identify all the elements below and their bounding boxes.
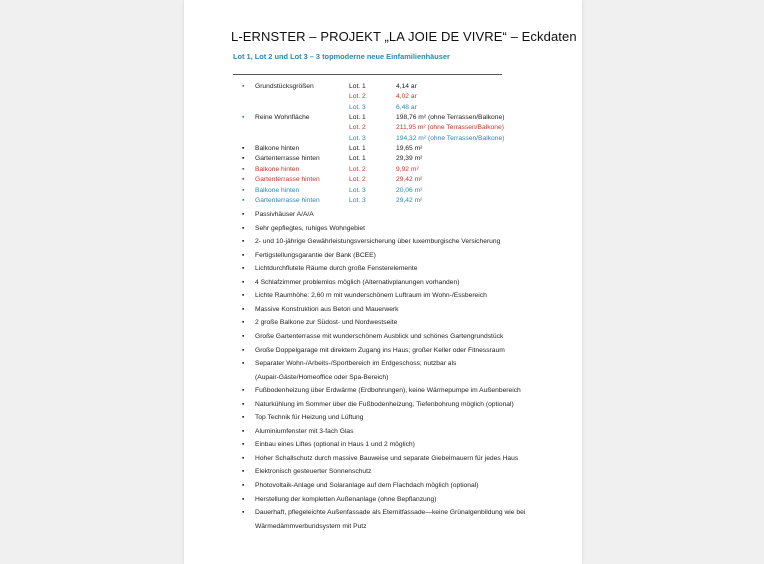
spec-label: Gartenterrasse hinten	[255, 196, 320, 204]
list-item-text: Aluminiumfenster mit 3-fach Glas	[255, 427, 354, 435]
list-item-text: (Aupair-Gäste/Homeoffice oder Spa-Bereich)	[255, 373, 389, 381]
spec-value: 4,14 ar	[396, 83, 417, 90]
list-item-text: Naturkühlung im Sommer über die Fußbodenheizung, Tiefenbohrung möglich (optional)	[255, 400, 514, 408]
bullet-icon: ▪	[242, 186, 245, 194]
list-item-text: Separater Wohn-/Arbeits-/Sportbereich im Erdgeschoss; nutzbar als	[255, 360, 457, 368]
list-item-text: Lichtdurchflutete Räume durch große Fensterelemente	[255, 265, 418, 273]
bullet-icon: ▪	[242, 224, 245, 232]
bullet-icon: ▪	[242, 196, 245, 204]
spec-value: 198,76 m² (ohne Terrassen/Balkone)	[396, 114, 505, 122]
list-item-text: Massive Konstruktion aus Beton und Mauerwerk	[255, 305, 399, 313]
bullet-icon: ▪	[242, 360, 245, 368]
spec-value: 29,42 m²	[396, 176, 423, 184]
spec-value: 20,06 m²	[396, 186, 423, 194]
spec-value: 4,02 ar	[396, 93, 417, 101]
bullet-icon: ▪	[242, 211, 245, 218]
list-item-text: Herstellung der kompletten Außenanlage (ohne Bepflanzung)	[255, 495, 437, 503]
list-item-text: Fußbodenheizung über Erdwärme (Erdbohrungen), keine Wärmepumpe im Außenbereich	[255, 387, 521, 395]
spec-lot: Lot. 1	[349, 155, 366, 163]
spec-lot: Lot. 2	[349, 93, 366, 101]
bullet-icon: ▪	[242, 414, 245, 422]
spec-value: 29,42 m²	[396, 196, 423, 204]
bullet-icon: ▪	[242, 176, 245, 184]
spec-label: Grundstücksgrößen	[255, 83, 314, 90]
spec-label: Balkone hinten	[255, 186, 300, 194]
bullet-icon: ▪	[242, 387, 245, 395]
list-item-text: Einbau eines Liftes (optional in Haus 1 und 2 möglich)	[255, 441, 415, 449]
bullet-icon: ▪	[242, 332, 245, 340]
spec-label: Gartenterrasse hinten	[255, 155, 320, 163]
bullet-icon: ▪	[242, 346, 245, 354]
list-item-text: Fertigstellungsgarantie der Bank (BCEE)	[255, 251, 376, 259]
spec-row	[184, 92, 582, 102]
spec-value: 211,95 m² (ohne Terrassen/Balkone)	[396, 124, 504, 132]
spec-value: 6,48 ar	[396, 103, 417, 111]
spec-value: 9,92 m²	[396, 165, 419, 173]
list-item-text: Photovoltaik-Anlage und Solaranlage auf dem Flachdach möglich (optional)	[255, 482, 479, 489]
spec-row	[184, 144, 582, 154]
spec-row	[184, 154, 582, 164]
list-item-text: Top Technik für Heizung und Lüftung	[255, 414, 364, 422]
list-item-text: Große Gartenterrasse mit wunderschönem Ausblick und schönes Gartengrundstück	[255, 332, 504, 340]
list-item-text: Dauerhaft, pflegeleichte Außenfassade als Eternitfassade—keine Grünalgenbildung wie bei	[255, 509, 526, 517]
bullet-icon: ▪	[242, 83, 245, 90]
list-item-text: Sehr gepflegtes, ruhiges Wohngebiet	[255, 224, 365, 232]
divider-line	[233, 74, 502, 75]
spec-value: 29,39 m²	[396, 155, 423, 163]
bullet-icon: ▪	[242, 427, 245, 435]
spec-row	[184, 196, 582, 206]
spec-lot: Lot. 3	[349, 103, 366, 111]
list-item-text: Lichte Raumhöhe: 2,60 m mit wunderschönem Luftraum im Wohn-/Essbereich	[255, 292, 487, 300]
spec-lot: Lot. 2	[349, 165, 366, 173]
bullet-icon: ▪	[242, 468, 245, 476]
bullet-icon: ▪	[242, 145, 245, 153]
bullet-icon: ▪	[242, 165, 245, 173]
spec-lot: Lot. 3	[349, 196, 366, 204]
bullet-icon: ▪	[242, 278, 245, 286]
spec-row	[184, 134, 582, 144]
spec-lot: Lot. 1	[349, 114, 366, 122]
list-item-text: 4 Schlafzimmer problemlos möglich (Alternativplanungen vorhanden)	[255, 278, 460, 286]
bullet-icon: ▪	[242, 251, 245, 259]
spec-row	[184, 123, 582, 133]
list-item-text: Passivhäuser A/A/A	[255, 211, 314, 218]
spec-lot: Lot. 3	[349, 186, 366, 194]
bullet-icon: ▪	[242, 292, 245, 300]
bullet-icon: ▪	[242, 400, 245, 408]
spec-row	[184, 82, 582, 92]
bullet-icon: ▪	[242, 454, 245, 462]
bullet-icon: ▪	[242, 509, 245, 517]
bullet-icon: ▪	[242, 441, 245, 449]
spec-lot: Lot. 3	[349, 134, 366, 142]
list-item-text: 2- und 10-jährige Gewährleistungsversicherung über luxemburgische Versicherung	[255, 238, 501, 246]
spec-label: Gartenterrasse hinten	[255, 176, 320, 184]
spec-lot: Lot. 1	[349, 145, 366, 153]
spec-row	[184, 103, 582, 113]
spec-label: Balkone hinten	[255, 165, 300, 173]
bullet-icon: ▪	[242, 319, 245, 327]
bullet-icon: ▪	[242, 155, 245, 163]
spec-row	[184, 113, 582, 123]
spec-value: 194,32 m² (ohne Terrassen/Balkone)	[396, 134, 505, 142]
spec-row	[184, 165, 582, 175]
document-title: L-ERNSTER – PROJEKT „LA JOIE DE VIVRE“ – Eckdaten	[231, 29, 577, 44]
bullet-icon: ▪	[242, 114, 245, 122]
spec-lot: Lot. 2	[349, 124, 366, 132]
list-item-text: Hoher Schallschutz durch massive Bauweise und separate Giebelmauern für jedes Haus	[255, 454, 519, 462]
spec-row	[184, 186, 582, 196]
list-item-text: Wärmedämmverbundsystem mit Putz	[255, 522, 367, 530]
list-item-text: 2 große Balkone zur Südost- und Nordwestseite	[255, 319, 398, 327]
bullet-icon: ▪	[242, 482, 245, 489]
list-item-text: Große Doppelgarage mit direktem Zugang ins Haus; großer Keller oder Fitnessraum	[255, 346, 505, 354]
list-item-text: Elektronisch gesteuerter Sonnenschutz	[255, 468, 372, 476]
document-subtitle: Lot 1, Lot 2 und Lot 3 – 3 topmoderne neue Einfamilienhäuser	[233, 52, 450, 61]
spec-lot: Lot. 1	[349, 83, 366, 90]
bullet-icon: ▪	[242, 305, 245, 313]
spec-value: 19,65 m²	[396, 145, 423, 153]
spec-lot: Lot. 2	[349, 176, 366, 184]
spec-label: Reine Wohnfläche	[255, 114, 310, 122]
document-page	[184, 0, 582, 564]
bullet-icon: ▪	[242, 495, 245, 503]
spec-label: Balkone hinten	[255, 145, 300, 153]
bullet-icon: ▪	[242, 238, 245, 246]
spec-row	[184, 175, 582, 185]
bullet-icon: ▪	[242, 265, 245, 273]
